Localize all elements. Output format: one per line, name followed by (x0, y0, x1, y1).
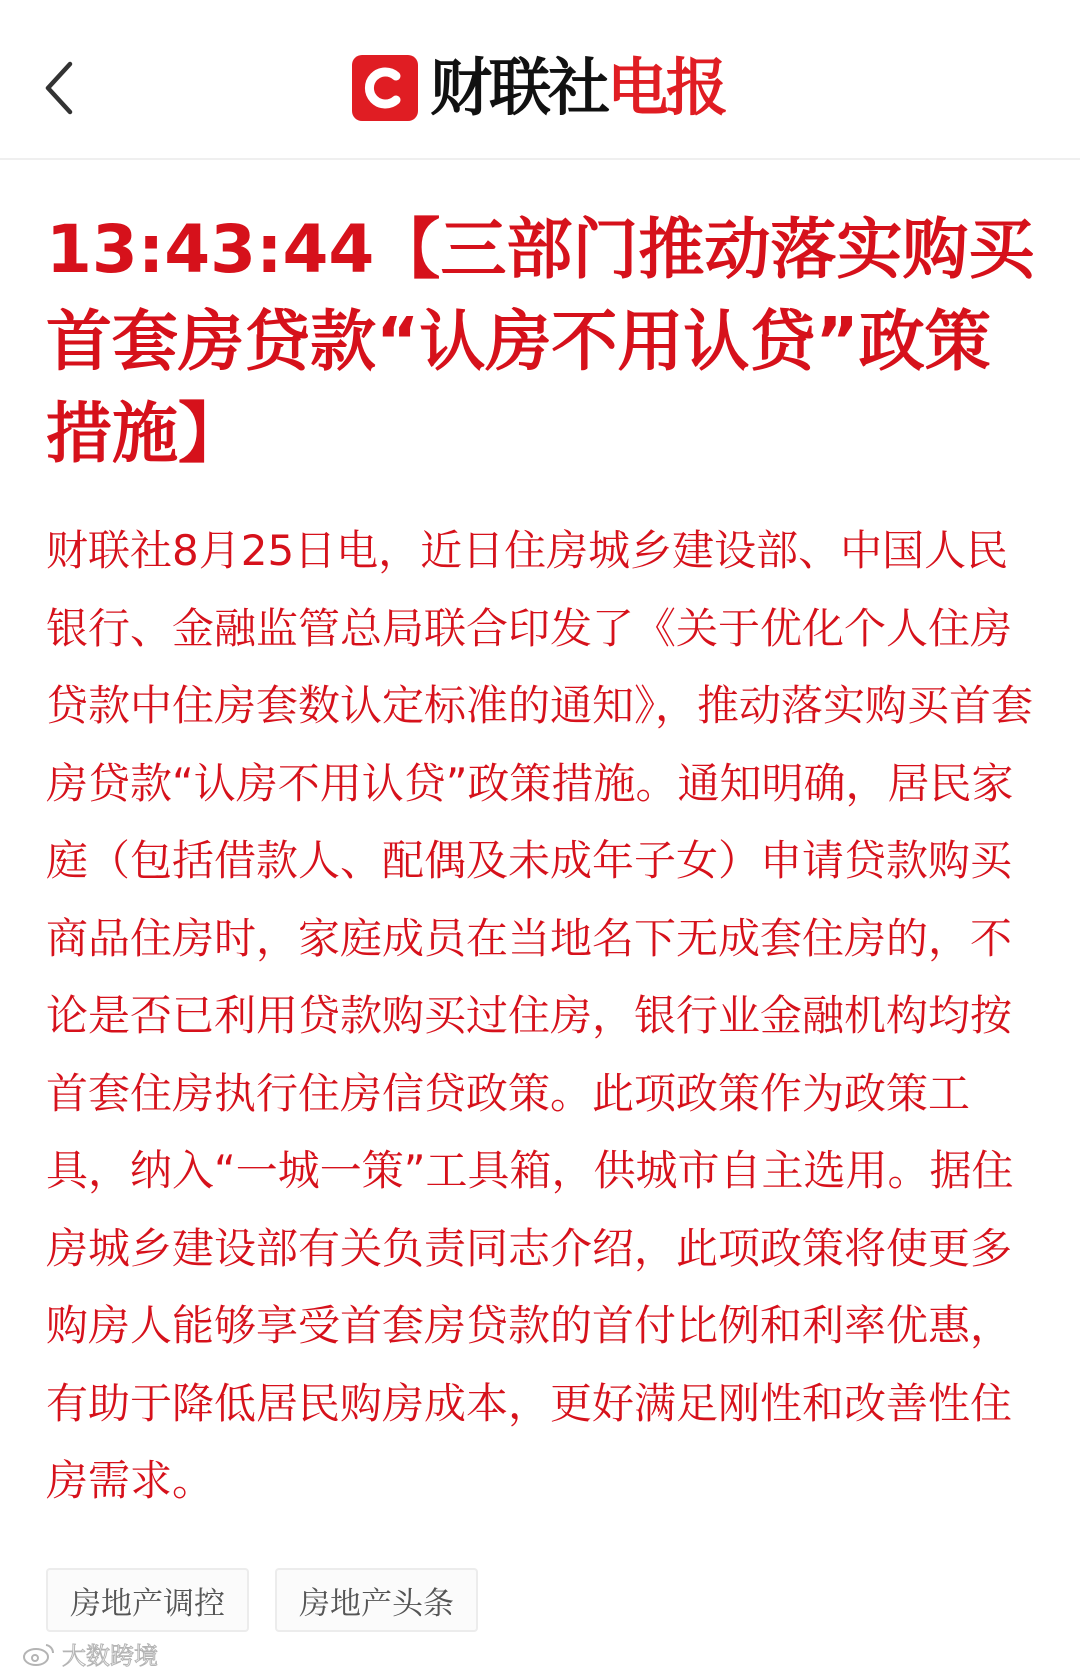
article-body: 财联社8月25日电，近日住房城乡建设部、中国人民银行、金融监管总局联合印发了《关于优化个人住房贷款中住房套数认定标准的通知》，推动落实购买首套房贷款“认房不用认贷”政策措施。通知明确，居民家庭（包括借款人、配偶及未成年子女）申请贷款购买商品住房时，家庭成员在当地名下无成套住房的，不论是否已利用贷款购买过住房，银行业金融机构均按首套住房执行住房信贷政策。此项政策作为政策工具，纳入“一城一策”工具箱，供城市自主选用。据住房城乡建设部有关负责同志介绍，此项政策将使更多购房人能够享受首套房贷款的首付比例和利率优惠，有助于降低居民购房成本，更好满足刚性和改善性住房需求。 (46, 526, 1034, 1505)
cls-telegraph-logo (352, 51, 726, 124)
watermark (22, 1636, 158, 1671)
cls-logo-icon (352, 55, 418, 121)
tag-real-estate-regulation[interactable]: 房地产调控 (46, 1568, 249, 1632)
tag-list (46, 1568, 478, 1632)
weibo-icon (22, 1641, 56, 1667)
article-title: 13:43:44【三部门推动落实购买首套房贷款“认房不用认贷”政策措施】 (46, 211, 1035, 472)
logo-name: 财联社 (430, 51, 608, 124)
logo-suffix: 电报 (607, 51, 726, 124)
chevron-left-icon (38, 58, 82, 118)
back-button[interactable] (38, 58, 82, 118)
app-header (0, 0, 1080, 160)
tag-real-estate-headlines[interactable]: 房地产头条 (275, 1568, 478, 1632)
watermark-text: 大数跨境 (62, 1642, 158, 1670)
